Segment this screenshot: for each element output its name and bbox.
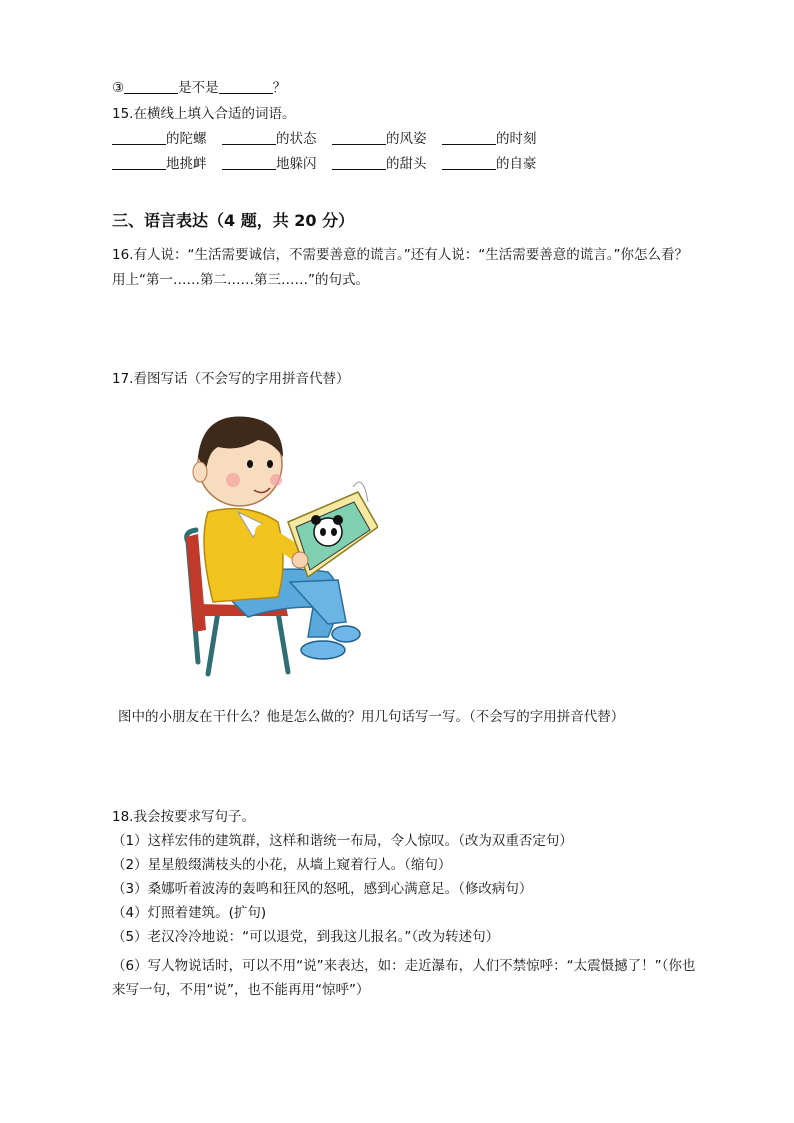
boy-reading-illustration	[178, 412, 378, 682]
answer-blank[interactable]	[124, 79, 178, 94]
q18-item: （6）写人物说话时，可以不用“说”来表达，如：走近瀑布，人们不禁惊呼：“太震慑撼了！”（你也	[112, 958, 696, 974]
q18-item-cont: 来写一句，不用“说”，也不能再用“惊呼”）	[112, 982, 370, 998]
fill-item: 的状态	[222, 129, 332, 149]
answer-blank[interactable]	[219, 79, 273, 94]
fill-item: 的风姿	[332, 129, 442, 149]
fill-item: 的陀螺	[112, 129, 222, 149]
circle-number: ③	[112, 80, 125, 96]
q18-item: （3）桑娜听着波涛的轰鸣和狂风的怒吼，感到心满意足。（修改病句）	[112, 881, 533, 897]
q15-title: 15.在横线上填入合适的词语。	[112, 106, 296, 122]
q17-title: 17.看图写话（不会写的字用拼音代替）	[112, 371, 350, 387]
q18-item: （4）灯照着建筑。(扩句)	[112, 905, 267, 921]
fill-item: 的甜头	[332, 154, 442, 174]
q18-title: 18.我会按要求写句子。	[112, 809, 255, 825]
fill-item: 的时刻	[442, 129, 552, 149]
fill-item: 地挑衅	[112, 154, 222, 174]
shoe	[332, 626, 360, 642]
q15-row2	[112, 154, 552, 174]
shoe	[301, 641, 345, 659]
q14-item3: ③ 是不是 ？	[112, 80, 287, 96]
q18-item: （1）这样宏伟的建筑群，这样和谐统一布局，令人惊叹。（改为双重否定句）	[112, 833, 573, 849]
q16-line1: 16.有人说：“生活需要诚信，不需要善意的谎言。”还有人说：“生活需要善意的谎言。”你怎么看？	[112, 247, 688, 263]
q18-item: （5）老汉冷冷地说：“可以退党，到我这儿报名。”（改为转述句）	[112, 929, 500, 945]
shirt	[204, 509, 283, 602]
fill-item: 的自豪	[442, 154, 552, 174]
hand	[292, 552, 308, 568]
section-title: 三、语言表达（4 题，共 20 分）	[112, 211, 355, 230]
q17-prompt: 图中的小朋友在干什么？他是怎么做的？用几句话写一写。（不会写的字用拼音代替）	[118, 709, 625, 725]
fill-item: 地躲闪	[222, 154, 332, 174]
q15-row1	[112, 129, 552, 149]
q18-item: （2）星星般缀满枝头的小花，从墙上窥着行人。（缩句）	[112, 857, 452, 873]
q16-line2: 用上“第一……第二……第三……”的句式。	[112, 272, 369, 288]
